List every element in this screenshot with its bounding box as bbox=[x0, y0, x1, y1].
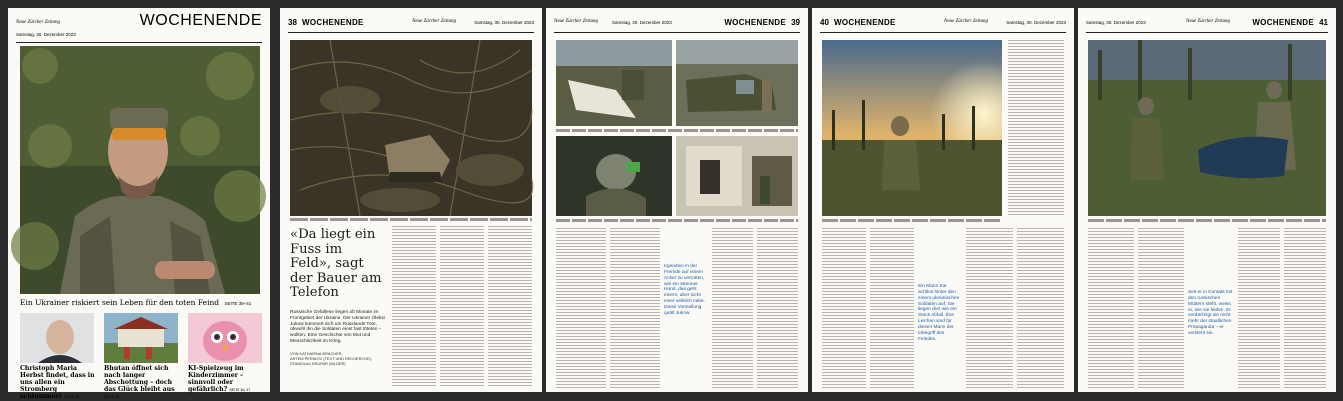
vehicle-photo[interactable] bbox=[676, 40, 798, 126]
section-label: WOCHENENDE bbox=[302, 18, 364, 27]
byline-photos: STANISLAV KRUPAR (BILDER) bbox=[290, 360, 346, 366]
sunset-photo[interactable] bbox=[822, 40, 1002, 216]
text-column bbox=[1138, 228, 1184, 388]
vehicle-image bbox=[676, 40, 798, 126]
teaser-ref: SEITE 43 bbox=[104, 394, 119, 399]
field-boot-image bbox=[290, 40, 532, 216]
front-header bbox=[16, 12, 262, 37]
header-rule bbox=[16, 42, 262, 43]
page-date: Samstag, 30. Dezember 2023 bbox=[1086, 20, 1146, 25]
section-label: WOCHENENDE bbox=[724, 18, 786, 27]
text-column bbox=[712, 228, 753, 388]
text-column bbox=[757, 228, 798, 388]
text-column bbox=[1008, 40, 1064, 216]
temple-image bbox=[104, 313, 178, 363]
lead-caption-text: Ein Ukrainer riskiert sein Leben für den toten Feind bbox=[20, 298, 220, 307]
photo-caption bbox=[290, 218, 532, 221]
house-photo[interactable] bbox=[676, 136, 798, 216]
pull-quote bbox=[664, 264, 708, 317]
soldiers-field-image bbox=[1088, 40, 1326, 216]
sunset-soldier-image bbox=[822, 40, 1002, 216]
intro-text: Russische Gefallene liegen oft Monate im Frontgebiet der Ukraine. Der Ukrainer Oleksi Jukow kümmert sich um Russlands Tote, obwohl ihn die Soldaten einst fast töteten – wollten. Eine Geschichte von Mut und Menschlichkeit im Krieg. bbox=[290, 310, 385, 344]
body-recovery-photo[interactable] bbox=[1088, 40, 1326, 216]
brand-logo: Neue Zürcher Zeitung bbox=[554, 19, 598, 24]
brand-logo: Neue Zürcher Zeitung bbox=[944, 19, 988, 24]
page-header bbox=[1086, 14, 1328, 30]
header-rule bbox=[1086, 32, 1328, 33]
pull-quote bbox=[918, 284, 962, 342]
quote-text: Seit er in Kontakt mit den russischen Müttern steht, weiss er, wie sie leiden. Er verdächtigt sie nicht mehr der staatlichen Propaganda – er versteht sie. bbox=[1188, 290, 1233, 336]
page-number: 39 bbox=[791, 18, 800, 27]
teaser-ref: SEITE 42 bbox=[63, 394, 79, 399]
header-rule bbox=[820, 32, 1066, 33]
documents-photo[interactable] bbox=[556, 40, 672, 126]
text-column bbox=[966, 228, 1013, 388]
soldier-portrait-image bbox=[20, 46, 260, 294]
page-date: Samstag, 30. Dezember 2023 bbox=[1006, 20, 1066, 25]
text-column bbox=[1088, 228, 1134, 388]
teaser-photo-bhutan[interactable] bbox=[104, 313, 178, 363]
documents-image bbox=[556, 40, 672, 126]
teaser-title: Bhutan öffnet sich nach langer Abschottung – doch das Glück bleibt aus bbox=[104, 365, 175, 393]
text-column bbox=[440, 226, 484, 386]
header-rule bbox=[554, 32, 800, 33]
text-column bbox=[870, 228, 914, 388]
section-label: WOCHENENDE bbox=[834, 18, 896, 27]
page-38 bbox=[280, 8, 542, 392]
byline-research: ARTEM PERNIOV (TEXT UND RECHERCHE), bbox=[290, 355, 372, 361]
pull-quote bbox=[1188, 290, 1234, 337]
photo-caption bbox=[822, 219, 1002, 222]
brand-logo: Neue Zürcher Zeitung bbox=[412, 19, 456, 24]
headline-text: «Da liegt ein Fuss im Feld», sagt der Bauer am Telefon bbox=[290, 227, 382, 301]
teaser-title: Christoph Maria Herbst findet, dass in uns allen ein Stromberg schlummert bbox=[20, 365, 95, 400]
teaser-title: KI-Spielzeug im Kinderzimmer – sinnvoll oder gefährlich? bbox=[188, 365, 244, 393]
page-header bbox=[820, 14, 1066, 30]
photo-caption bbox=[556, 129, 798, 132]
article-body bbox=[966, 228, 1064, 388]
text-column bbox=[610, 228, 660, 388]
photo-caption bbox=[556, 219, 798, 222]
boot-photo[interactable] bbox=[290, 40, 532, 216]
teaser-photo-herbst[interactable] bbox=[20, 313, 94, 363]
quote-text: Irgendwo in der Fremde auf einem Acker zu verrotten, wie ein streuner Hund, das geht einem, aber nicht einer wirklich nahe. Diese Vorstellung quält Jukow. bbox=[664, 264, 706, 316]
page-header bbox=[554, 14, 800, 30]
header-rule bbox=[288, 32, 534, 33]
text-column bbox=[488, 226, 532, 386]
text-column bbox=[1017, 228, 1064, 388]
hands-photo[interactable] bbox=[556, 136, 672, 216]
page-41 bbox=[1078, 8, 1336, 392]
article-body bbox=[822, 228, 914, 388]
page-number: 41 bbox=[1319, 18, 1328, 27]
byline-author: VON KATHARINA BRACHER, bbox=[290, 351, 343, 356]
article-body bbox=[556, 228, 660, 388]
article-body bbox=[712, 228, 798, 388]
page-date: Samstag, 30. Dezember 2023 bbox=[612, 20, 672, 25]
article-body bbox=[392, 226, 532, 386]
text-column bbox=[392, 226, 436, 386]
article-body bbox=[1088, 228, 1184, 388]
section-title: WOCHENENDE bbox=[139, 12, 262, 29]
page-number: 38 bbox=[288, 18, 297, 27]
teaser-photo-toy[interactable] bbox=[188, 313, 262, 363]
brand-logo: Neue Zürcher Zeitung bbox=[16, 20, 60, 25]
page-date: Samstag, 30. Dezember 2023 bbox=[474, 20, 534, 25]
article-intro bbox=[290, 310, 386, 345]
teaser-ref: SEITE 46, 47 bbox=[229, 387, 251, 392]
text-column bbox=[1284, 228, 1326, 388]
section-label: WOCHENENDE bbox=[1252, 18, 1314, 27]
quote-text: Ein Mann trat achtlos hinter den einem ukrainischen Soldaten auf. Sie liegen dort wie ein Stück Abfall. Ihre Leichen sind für diesen Mann der Inbegriff des Feindes. bbox=[918, 284, 960, 342]
byline bbox=[290, 352, 386, 367]
article-body bbox=[1238, 228, 1326, 388]
photo-caption bbox=[1088, 219, 1326, 222]
page-39 bbox=[546, 8, 808, 392]
text-column bbox=[1238, 228, 1280, 388]
lead-caption[interactable] bbox=[20, 298, 260, 307]
page-number: 40 bbox=[820, 18, 829, 27]
lead-caption-ref: SEITE 38–41 bbox=[224, 301, 252, 306]
article-body bbox=[1008, 40, 1064, 216]
ruined-house-image bbox=[676, 136, 798, 216]
page-40 bbox=[812, 8, 1074, 392]
portrait-image bbox=[20, 313, 94, 363]
page-header bbox=[288, 14, 534, 30]
teaser-toy[interactable] bbox=[188, 366, 266, 394]
lead-photo[interactable] bbox=[20, 46, 260, 294]
text-column bbox=[822, 228, 866, 388]
text-column bbox=[556, 228, 606, 388]
article-headline[interactable] bbox=[290, 228, 386, 301]
page-front bbox=[8, 8, 270, 400]
teaser-bhutan[interactable] bbox=[104, 366, 182, 401]
brand-logo: Neue Zürcher Zeitung bbox=[1186, 19, 1230, 24]
toy-image bbox=[188, 313, 262, 363]
hands-image bbox=[556, 136, 672, 216]
teaser-herbst[interactable] bbox=[20, 366, 98, 401]
front-date: Samstag, 30. Dezember 2023 bbox=[16, 32, 76, 37]
